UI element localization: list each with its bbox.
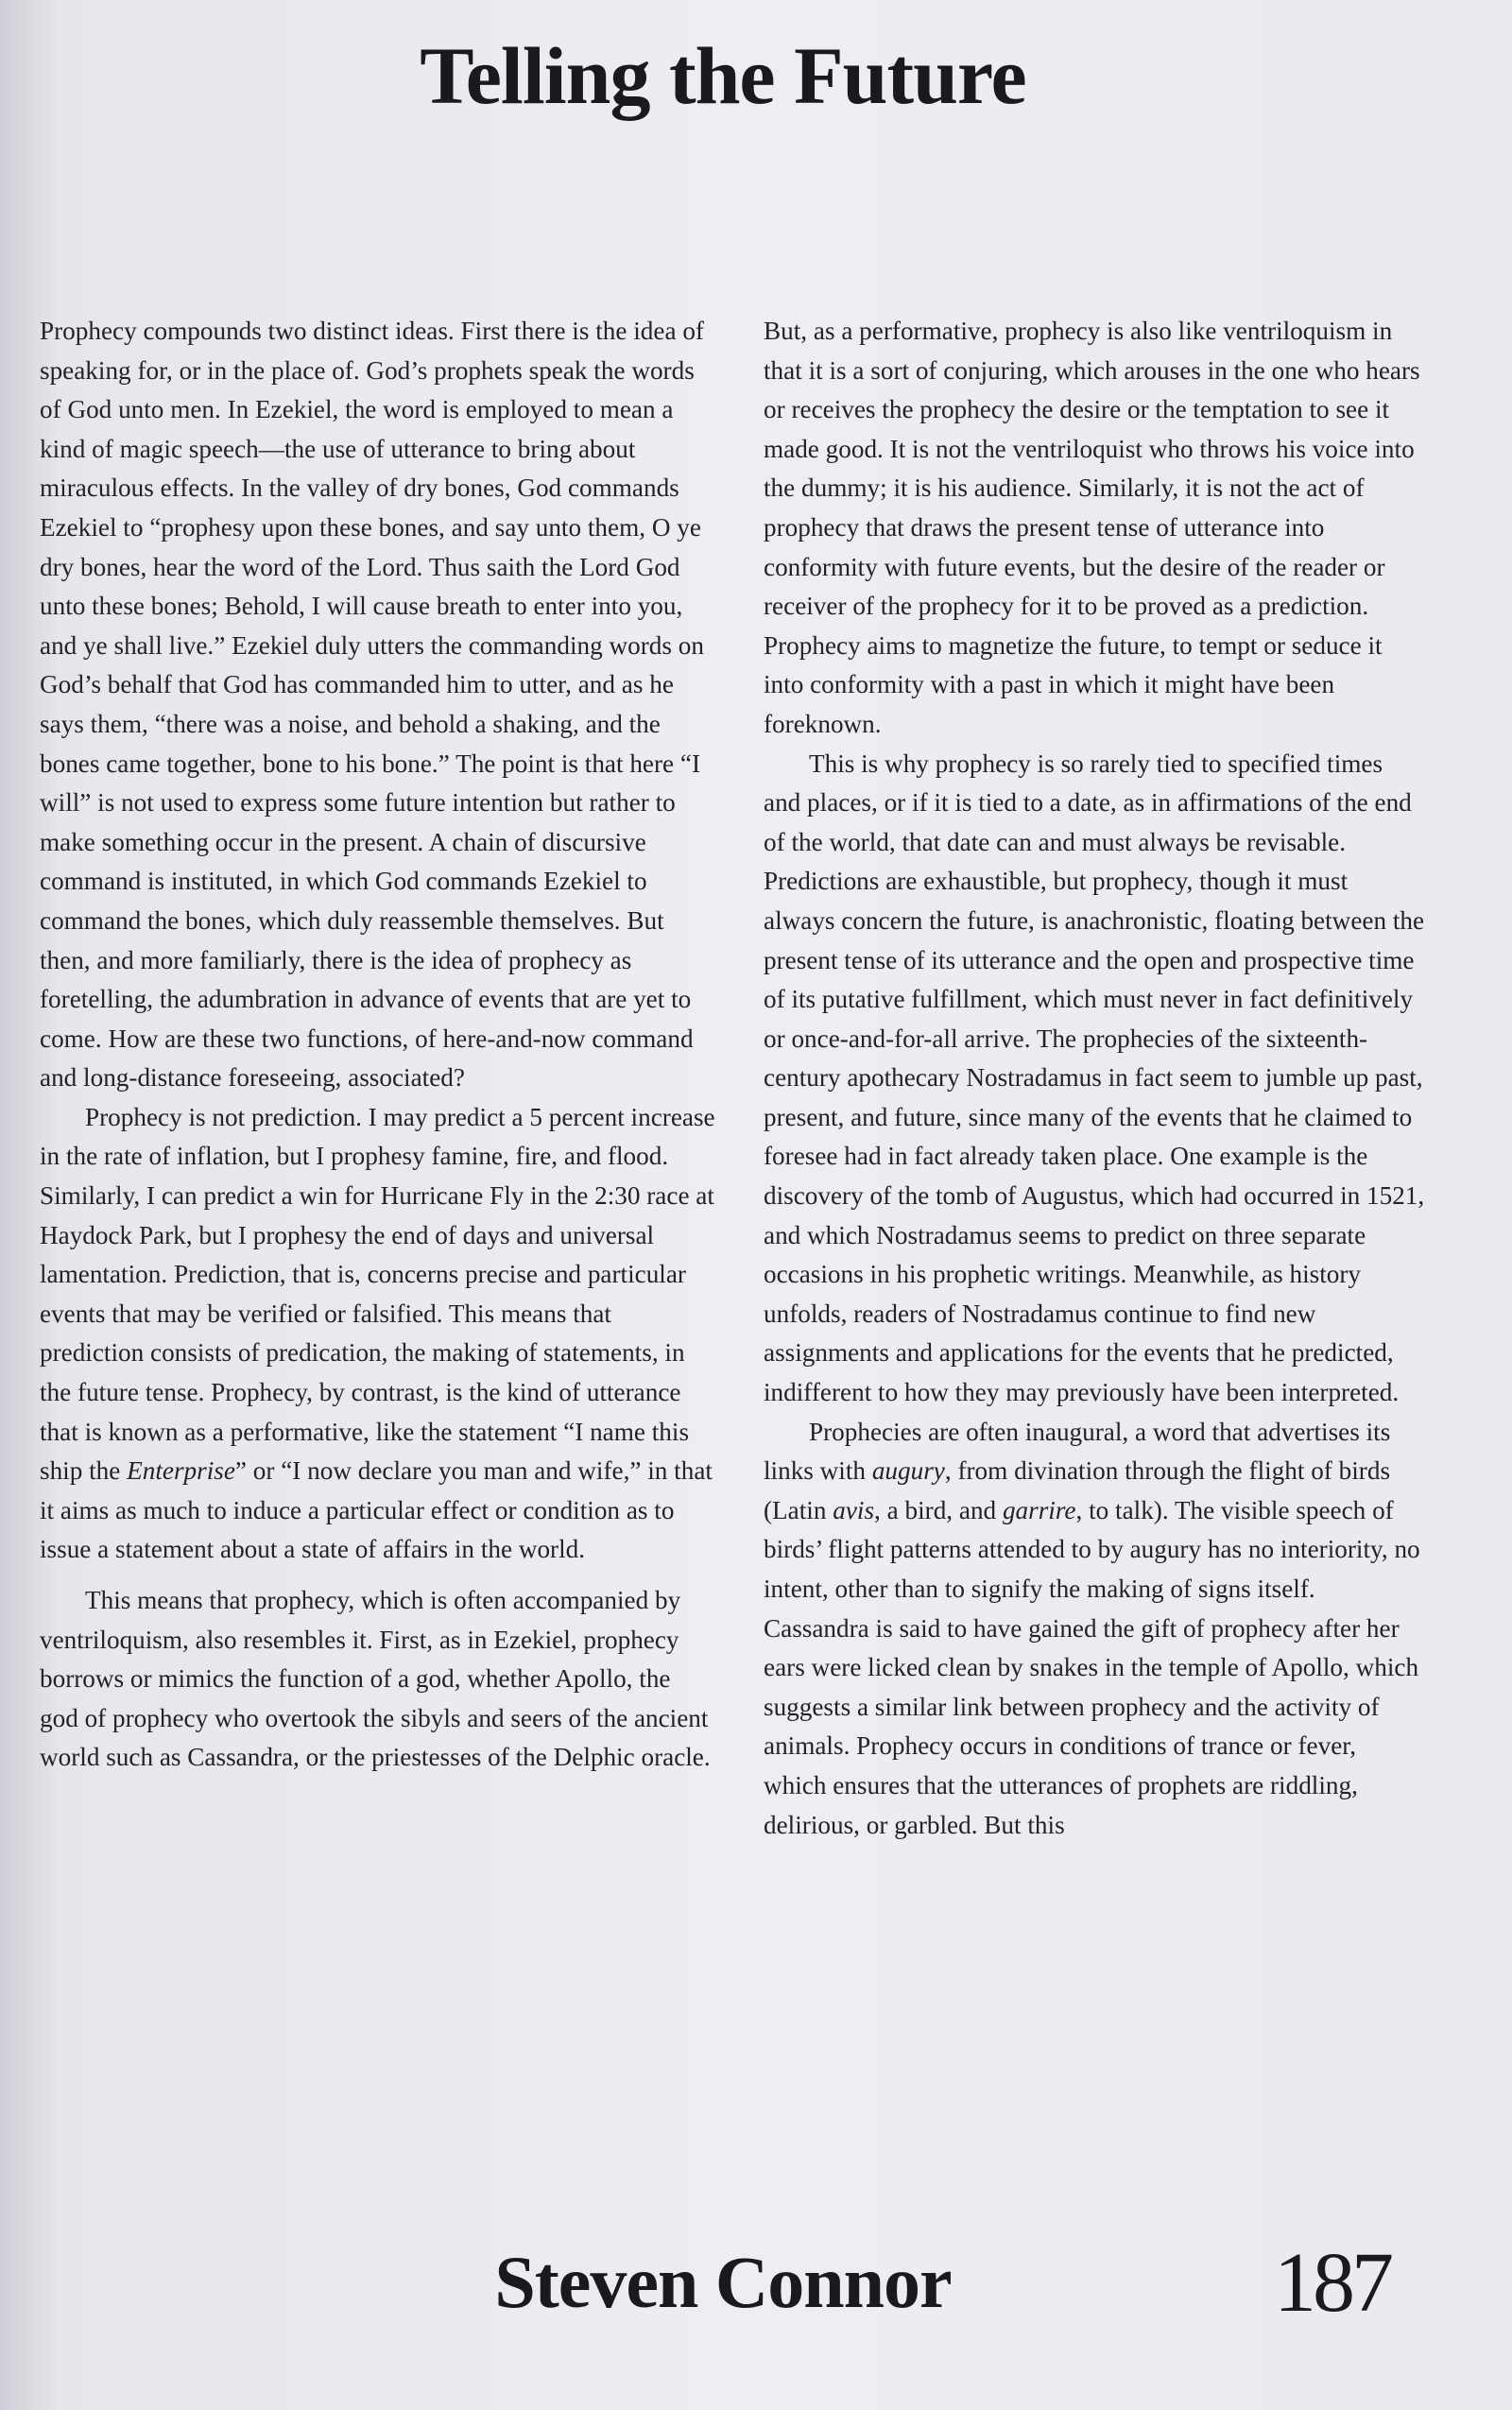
author-name: Steven Connor bbox=[494, 2241, 952, 2323]
right-column bbox=[764, 312, 1425, 1845]
page-number: 187 bbox=[1274, 2236, 1390, 2330]
paragraph-text: ” or “I now declare you man and wife,” in that it aims as much to induce a particular effect or condition as to issue a statement about a state of affairs in the world. bbox=[40, 1456, 713, 1564]
paragraph-text: Prophecies are often inaugural, a word that advertises its links with bbox=[764, 1417, 1391, 1486]
paragraph: But, as a performative, prophecy is also like ventriloquism in that it is a sort of conjuring, which arouses in the one who hears or receives the prophecy the desire or the temptation to see it made good. It is not the ventriloquist who throws his voice into the dummy; it is his audience. Similarly, it is not the act of prophecy that draws the present tense of utterance into conformity with future events, but the desire of the reader or receiver of the prophecy for it to be proved as a prediction. Prophecy aims to magnetize the future, to tempt or seduce it into conformity with a past in which it might have been foreknown. bbox=[764, 317, 1420, 738]
left-column bbox=[40, 312, 715, 1778]
page-title: Telling the Future bbox=[420, 30, 1026, 121]
paragraph-text: , to talk). The visible speech of birds’ flight patterns attended to by augury has no interiority, no intent, other than to signify the making of signs itself. Cassandra is said to have gained the gift of prophecy after her ears were licked clean by snakes in the temple of Apollo, which suggests a similar link between prophecy and the activity of animals. Prophecy occurs in conditions of trance or fever, which ensures that the utterances of prophets are riddling, delirious, or garbled. But this bbox=[764, 1495, 1420, 1839]
paragraph: Prophecy compounds two distinct ideas. First there is the idea of speaking for, or in the place of. God’s prophets speak the words of God unto men. In Ezekiel, the word is employed to mean a kind of magic speech—the use of utterance to bring about miraculous effects. In the valley of dry bones, God commands Ezekiel to “prophesy upon these bones, and say unto them, O ye dry bones, hear the word of the Lord. Thus saith the Lord God unto these bones; Behold, I will cause breath to enter into you, and ye shall live.” Ezekiel duly utters the commanding words on God’s behalf that God has commanded him to utter, and as he says them, “there was a noise, and behold a shaking, and the bones came together, bone to his bone.” The point is that here “I will” is not used to express some future intention but rather to make something occur in the present. A chain of discursive command is instituted, in which God commands Ezekiel to command the bones, which duly reassemble themselves. But then, and more familiarly, there is the idea of prophecy as foretelling, the adumbration in advance of events that are yet to come. How are these two functions, of here-and-now command and long-distance foreseeing, associated? bbox=[40, 317, 704, 1093]
paragraph-text: Prophecy is not prediction. I may predict a 5 percent increase in the rate of inflation, but I prophesy famine, fire, and flood. Similarly, I can predict a win for Hurricane Fly in the 2:30 race at Haydock Park, but I prophesy the end of days and universal lamentation. Prediction, that is, concerns precise and particular events that may be verified or falsified. This means that prediction consists of predication, the making of statements, in the future tense. Prophecy, by contrast, is the kind of utterance that is known as a performative, like the statement “I name this ship the bbox=[40, 1102, 715, 1486]
italic-text: augury bbox=[871, 1456, 945, 1486]
paragraph-text: , from divination through the flight of birds (Latin bbox=[764, 1456, 1391, 1524]
paragraph: This means that prophecy, which is often accompanied by ventriloquism, also resembles it. First, as in Ezekiel, prophecy borrows or mimics the function of a god, whether Apollo, the god of prophecy who overtook the sibyls and seers of the ancient world such as Cassandra, or the priestesses of the Delphic oracle. bbox=[40, 1586, 711, 1772]
paragraph bbox=[764, 1413, 1425, 1846]
italic-text: avis bbox=[833, 1495, 875, 1524]
paragraph bbox=[40, 1098, 715, 1570]
italic-text: garrire bbox=[1002, 1495, 1076, 1524]
paragraph: This is why prophecy is so rarely tied to specified times and places, or if it is tied to a date, as in affirmations of the end of the world, that date can and must always be revisable. Predictions are exhaustible, but prophecy, though it must always concern the future, is anachronistic, floating between the present tense of its utterance and the open and prospective time of its putative fulfillment, which must never in fact definitively or once-and-for-all arrive. The prophecies of the sixteenth-century apothecary Nostradamus in fact seem to jumble up past, present, and future, since many of the events that he claimed to foresee had in fact already taken place. One example is the discovery of the tomb of Augustus, which had occurred in 1521, and which Nostradamus seems to predict on three separate occasions in his prophetic writings. Meanwhile, as history unfolds, readers of Nostradamus continue to find new assignments and applications for the events that he predicted, indifferent to how they may previously have been interpreted. bbox=[764, 749, 1425, 1407]
paragraph-text: , a bird, and bbox=[874, 1495, 1003, 1524]
italic-text: Enterprise bbox=[127, 1456, 235, 1486]
